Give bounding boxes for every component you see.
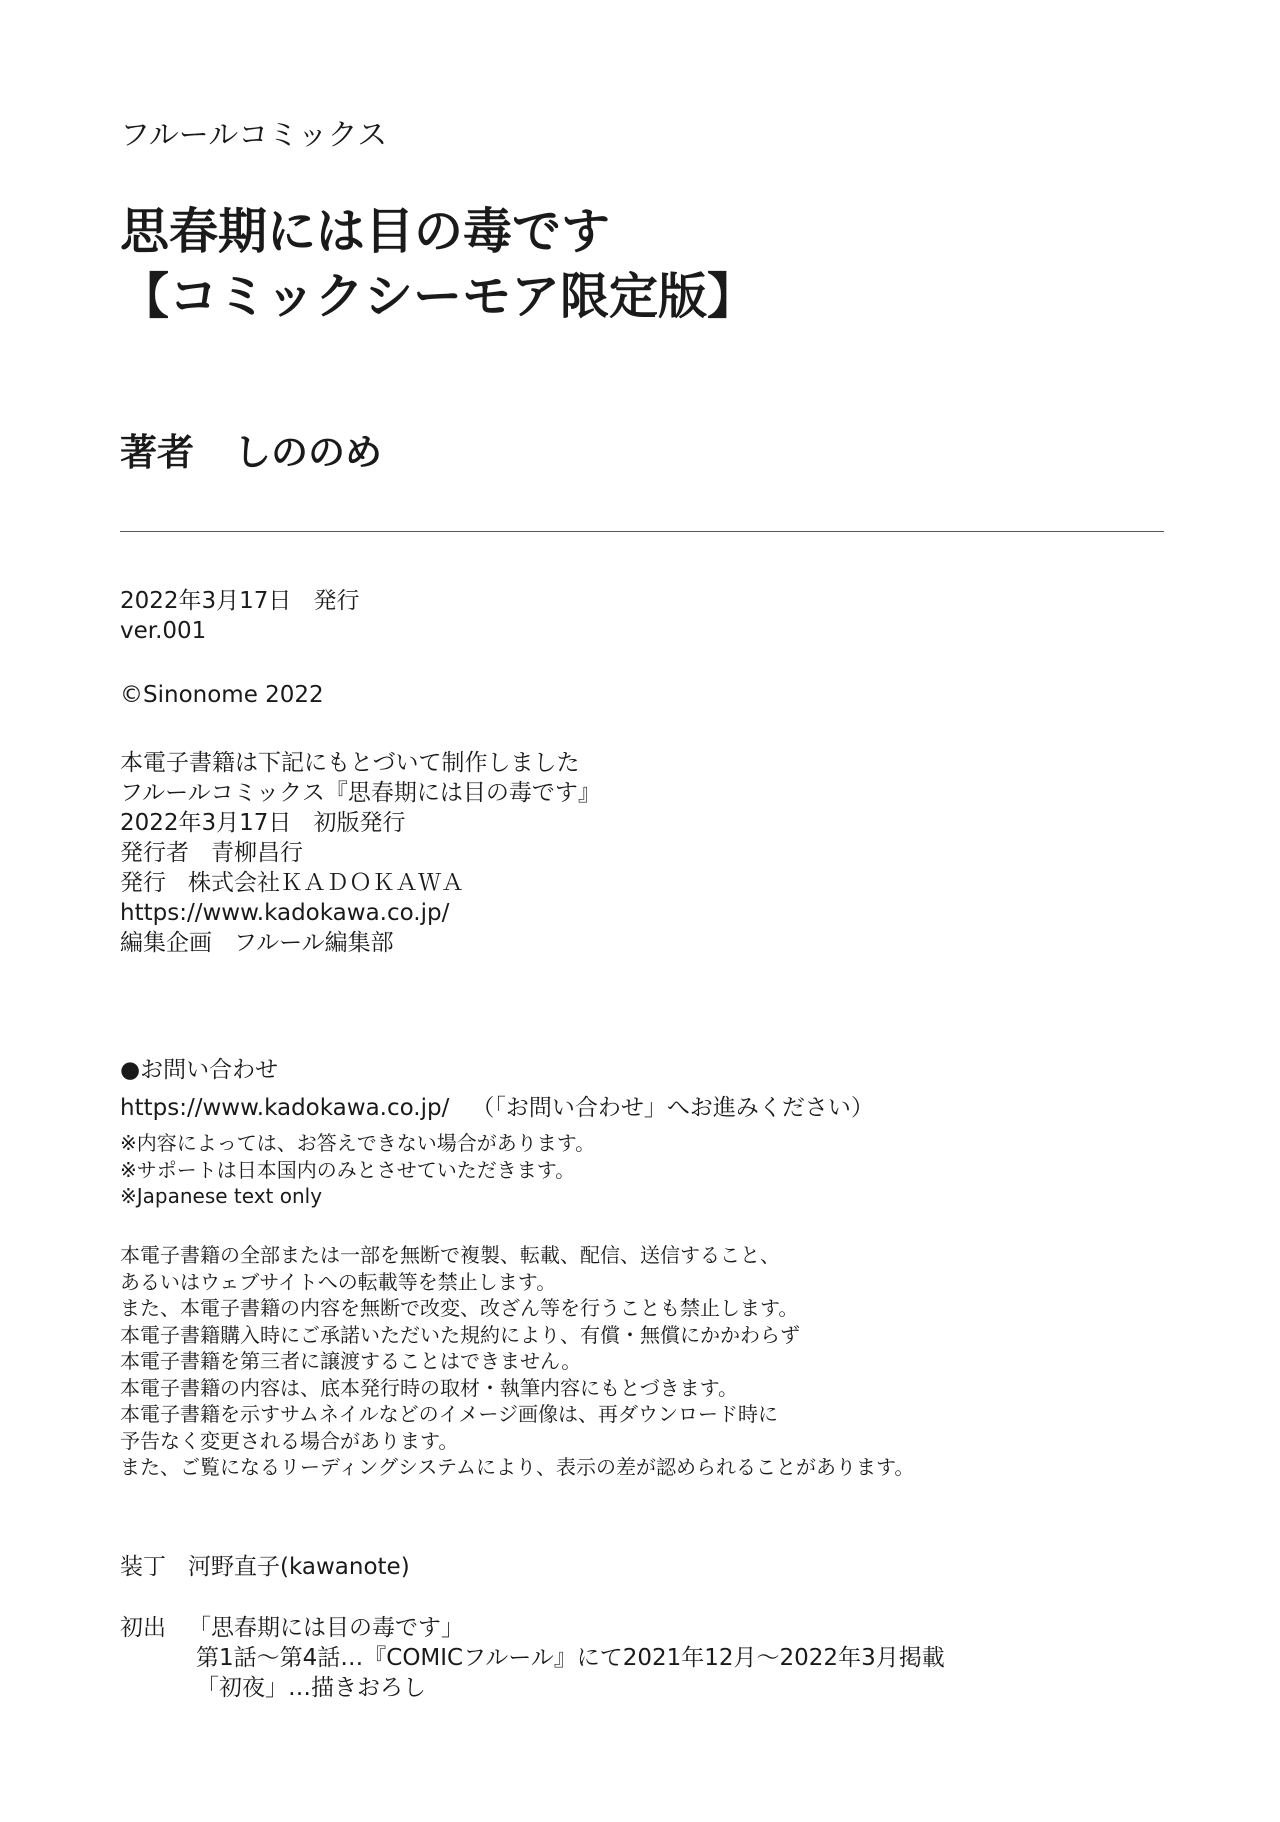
- source-line-1: 本電子書籍は下記にもとづいて制作しました: [120, 750, 580, 776]
- source-line-3: [120, 808, 601, 838]
- design-credit: [120, 1552, 410, 1582]
- book-title-line-1: 思春期には目の毒です: [120, 203, 611, 260]
- publication-info: [120, 586, 359, 646]
- first-publication-title-line: [120, 1613, 945, 1643]
- legal-line: また、本電子書籍の内容を無断で改変、改ざん等を行うことも禁止します。: [120, 1296, 799, 1320]
- author-name: しののめ: [234, 431, 382, 474]
- publisher-line: [120, 838, 464, 868]
- version: ver.001: [120, 618, 207, 644]
- issuer-name: 株式会社ＫＡＤＯＫＡＷＡ: [188, 870, 464, 896]
- contact-note: ※内容によっては、お答えできない場合があります。: [120, 1131, 596, 1155]
- source-date: 2022年3月17日: [120, 810, 292, 836]
- legal-line: また、ご覧になるリーディングシステムにより、表示の差が認められることがあります。: [120, 1455, 915, 1479]
- imprint-label: フルールコミックス: [120, 118, 388, 153]
- issuer-label: 発行: [120, 870, 166, 896]
- contact-heading: ●お問い合わせ: [120, 1057, 279, 1083]
- publication-date-label: 発行: [313, 588, 360, 614]
- copyright: ©Sinonome 2022: [120, 682, 324, 708]
- contact-notes: [120, 1130, 595, 1210]
- first-publication-title: 「思春期には目の毒です」: [188, 1615, 464, 1641]
- legal-line: 本電子書籍購入時にご承諾いただいた規約により、有償・無償にかかわらず: [120, 1322, 800, 1347]
- planning-line: [120, 928, 464, 958]
- book-title-line-2: 【コミックシーモア限定版】: [120, 267, 757, 325]
- publication-date: 2022年3月17日: [120, 588, 292, 614]
- legal-line: 本電子書籍の内容は、底本発行時の取材・執筆内容にもとづきます。: [120, 1375, 738, 1400]
- legal-line: 本電子書籍を第三者に譲渡することはできません。: [120, 1349, 582, 1373]
- contact-note: ※Japanese text only: [120, 1184, 323, 1208]
- colophon-page: [120, 0, 1170, 1822]
- legal-line: あるいはウェブサイトへの転載等を禁止します。: [120, 1269, 557, 1294]
- source-date-label: 初版発行: [313, 810, 406, 836]
- contact-info: [120, 1055, 874, 1123]
- publisher-url-link[interactable]: https://www.kadokawa.co.jp/: [120, 900, 450, 926]
- design-name: 河野直子(kawanote): [188, 1554, 410, 1580]
- first-publication: [120, 1613, 945, 1703]
- publisher-info: [120, 838, 464, 958]
- planning-label: 編集企画: [120, 930, 212, 956]
- divider: [120, 531, 1164, 532]
- contact-url-note: （「お問い合わせ」へお進みください）: [471, 1095, 874, 1121]
- planning-name: フルール編集部: [234, 930, 394, 956]
- legal-notice: [120, 1242, 914, 1481]
- contact-url-line: [120, 1093, 874, 1123]
- legal-line: 本電子書籍の全部または一部を無断で複製、転載、配信、送信すること、: [120, 1243, 780, 1267]
- author-line: [120, 422, 382, 476]
- source-line-2: フルールコミックス『思春期には目の毒です』: [120, 780, 601, 806]
- publication-date-line: [120, 586, 359, 616]
- legal-line: 本電子書籍を示すサムネイルなどのイメージ画像は、再ダウンロード時に: [120, 1402, 778, 1426]
- first-publication-line-3: 「初夜」…描きおろし: [196, 1675, 426, 1701]
- author-label: 著者: [120, 431, 194, 474]
- publisher-name: 青柳昌行: [211, 840, 303, 866]
- design-label: 装丁: [120, 1554, 166, 1580]
- legal-line: 予告なく変更される場合があります。: [120, 1428, 459, 1453]
- source-info: [120, 748, 601, 838]
- publisher-label: 発行者: [120, 840, 189, 866]
- book-title: [120, 200, 756, 329]
- contact-note: ※サポートは日本国内のみとさせていただきます。: [120, 1157, 576, 1182]
- issuer-line: [120, 868, 464, 898]
- contact-url-link[interactable]: https://www.kadokawa.co.jp/: [120, 1095, 450, 1121]
- first-publication-line-2: 第1話～第4話…『COMICフルール』にて2021年12月～2022年3月掲載: [196, 1645, 945, 1671]
- first-publication-label: 初出: [120, 1615, 166, 1641]
